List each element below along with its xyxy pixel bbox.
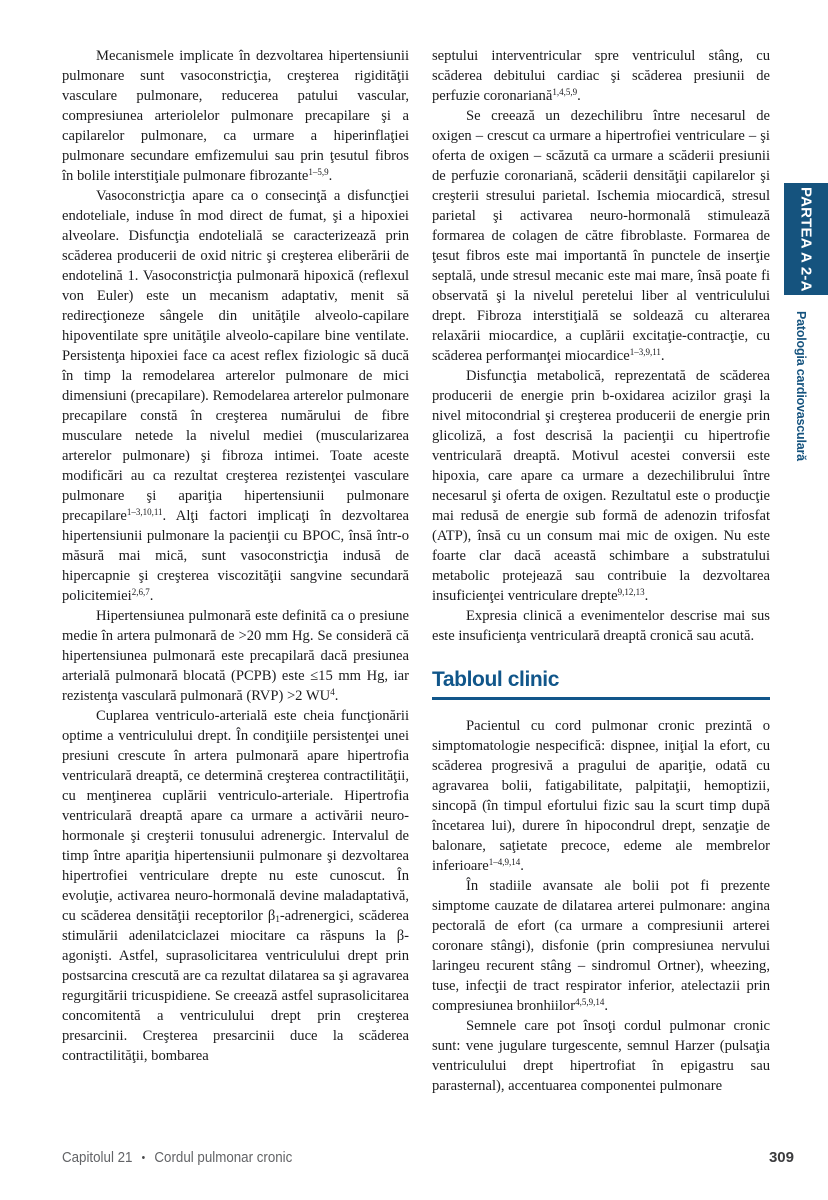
page-number: 309: [768, 1149, 794, 1166]
paragraph: Hipertensiunea pulmonară este definită ca o presiune medie în artera pulmonară de >20 mm Hg. Se consideră că hipertensiunea pulmonară este precapilară dacă presiunea arterială pulmonară blocată (PCPB) este ≤15 mm Hg, iar rezistenţa vasculară pulmonară (RVP) >2 $WU^4$.: [62, 608, 409, 704]
footer-left: [62, 1150, 292, 1166]
reference-superscript: 2,6,7: [131, 587, 150, 598]
section-side-label: [786, 303, 816, 468]
subscript: 1: [275, 914, 280, 925]
reference-superscript: 1–3,9,11: [629, 347, 661, 358]
paragraph: septului interventricular spre ventriculul stâng, cu scăderea debitului cardiac şi scăderea presiunii de perfuzie coronariană$^{1,4,5,9}$.: [432, 48, 770, 104]
paragraph: Se creează un dezechilibru între necesarul de oxigen – crescut ca urmare a hipertrofiei ventriculare – şi oferta de oxigen – scăzută ca urmare a scăderii presiunii de perfuzie coronariană, scăderii densităţii capilarelor şi creşterii stresului parietal. Ischemia miocardică, stresul parietal şi activarea neuro-hormonală stimulează formarea de colagen de către fibroblaste. Formarea de ţesut fibros este mai importantă în punctele de inserţie septală, unde stresul mecanic este mai mare, însă poate fi observată şi la nivelul peretelui liber al ventriculului drept. Fibroza interstiţială se soldează cu alterarea relaxării miocardice, a cuplării excitaţie-contracţie, cu scăderea performanţei miocardice$^{1-3,9,11}$.: [432, 108, 770, 364]
paragraph: Pacientul cu cord pulmonar cronic prezintă o simptomatologie nespecifică: dispnee, iniţial la efort, cu scăderea progresivă a pragului de apariţie, odată cu agravarea bolii, fatigabilitate, palpitaţii, hemoptizii, sincopă (în timpul efortului fizic sau la scurt timp după încetarea lui), durere în hipocondrul drept, senzaţie de balonare, saţietate precoce, edeme ale membrelor inferioare$^{1-4,9,14}$.: [432, 718, 770, 874]
reference-superscript: 1,4,5,9: [552, 87, 578, 98]
reference-superscript: 4: [330, 687, 335, 698]
paragraph: Mecanismele implicate în dezvoltarea hipertensiunii pulmonare sunt vasoconstricţia, creşterea rigidităţii vasculare pulmonare, reducerea patului vascular, compresiunea arteriolelor pulmonare precapilare şi a capilarelor pulmonare, ca urmare a hiperinflaţiei pulmonare secundare emfizemului sau prin ţesutul fibros în bolile interstiţiale pulmonare fibrozante$^{1-5,9}$.: [62, 48, 409, 184]
section-side-label-text: Patologia cardiovasculară: [794, 310, 808, 461]
reference-superscript: 4,5,9,14: [575, 997, 605, 1008]
paragraph: Cuplarea ventriculo-arterială este cheia funcţionării optime a ventriculului drept. În condiţiile persistenţei unei presiuni crescute în artera pulmonară apare hipertrofia ventriculară dreaptă, ce determină creşterea contractilităţii, cu menţinerea cuplării ventriculo-arteriale. Hipertrofia ventriculară dreaptă apare ca urmare a activării neuro-hormonale şi creşterii tonusului adrenergic. Intervalul de timp între apariţia hipertensiunii pulmonare şi dezvoltarea hipertrofiei ventriculare drepte nu este cunoscut. În evoluţie, activarea neuro-hormonală devine maladaptativă, cu scăderea densităţii receptorilor $\beta_1$-adrenergici, scăderea stimulării adenilatciclazei miocitare ca răspuns la β-agonişti. Astfel, suprasolicitarea ventriculului drept prin postsarcina crescută are ca rezultat dilatarea sa şi agravarea regurgitării tricuspidiene. Se creează astfel suprasolicitarea concomitentă a ventriculului drept prin creşterea presarcinii. Creşterea presarcinii duce la scăderea contractilităţii, bombarea: [62, 708, 409, 1064]
section-heading: Tabloul clinic: [432, 668, 560, 691]
footer-title: Cordul pulmonar cronic: [154, 1150, 293, 1166]
reference-superscript: 1–5,9: [308, 167, 329, 178]
reference-superscript: 1–3,10,11: [126, 507, 163, 518]
footer-chapter: Capitolul 21: [62, 1150, 133, 1166]
reference-superscript: 9,12,13: [617, 587, 645, 598]
text-column-right: [432, 46, 770, 1150]
paragraph: Expresia clinică a evenimentelor descrise mai sus este insuficienţa ventriculară dreaptă cronică sau acută.: [432, 608, 770, 644]
paragraph: În stadiile avansate ale bolii pot fi prezente simptome cauzate de dilatarea arterei pulmonare: angina pectorală de efort (ca urmare a compresiunii arterei coronare stângi), disfonie (prin compresiunea nervului laringeu recurent stâng – sindromul Ortner), wheezing, tuse, infecţii de tract respirator inferior, atelectazii prin compresiunea bronhiilor$^{4,5,9,14}$.: [432, 878, 770, 1014]
footer-bullet-icon: •: [141, 1152, 146, 1164]
part-tab-label: PARTEA A 2-A: [797, 186, 815, 292]
text-column-left: [62, 46, 409, 1150]
heading-rule: [432, 697, 770, 700]
paragraph: Disfuncţia metabolică, reprezentată de scăderea producerii de energie prin b-oxidarea acizilor graşi la nivel mitocondrial şi creşterea producerii de energie prin glicoliză, a fost descrisă la pacienţii cu hipertrofie ventriculară dreaptă. Motivul acestei conversii este hipoxia, care apare ca urmare a dezechilibrului între necesarul şi oferta de oxigen. Rezultatul este o producţie mai redusă de energie sub formă de adenozin trifosfat (ATP), însă cu un consum mai mic de oxigen. Nu este foarte clar dacă această schimbare a substratului metabolic protejează sau contribuie la dezvoltarea insuficienţei ventriculare drepte$^{9,12,13}$.: [432, 368, 770, 604]
paragraph: Vasoconstricţia apare ca o consecinţă a disfuncţiei endoteliale, induse în mod direct de fumat, şi a hipoxiei alveolare. Disfuncţia endotelială se caracterizează prin scăderea producerii de oxid nitric şi creşterea eliberării de endotelină 1. Vasoconstricţia pulmonară hipoxică (reflexul von Euler) este un mecanism adaptativ, menit să redirecţioneze sângele din unităţile alveolo-capilare hipoventilate spre unităţile alveolo-capilare bine ventilate. Persistenţa hipoxiei face ca acest reflex fiziologic să ducă în timp la remodelarea arterelor pulmonare de mici dimensiuni (precapilare). Remodelarea arterelor pulmonare precapilare constă în creşterea numărului de fibre musculare netede la nivelul mediei (muscularizarea arterelor pulmonare) şi fibroza intimei. Toate aceste modificări au ca rezultat creşterea rezistenţei vasculare pulmonare şi apariţia hipertensiunii pulmonare precapilare$^{1-3,10,11}$. Alţi factori implicaţi în dezvoltarea hipertensiunii pulmonare la pacienţii cu BPOC, însă într-o măsură mai mică, sunt vasoconstricţia indusă de hipercapnie şi creşterea viscozităţii sangvine secundară policitemiei$^{2,6,7}$.: [62, 188, 409, 604]
page-footer: [62, 1150, 770, 1166]
paragraph: Semnele care pot însoţi cordul pulmonar cronic sunt: vene jugulare turgescente, semnul Harzer (pulsaţia ventriculului drept hipertrofiat în epigastru sau parasternal), accentuarea componentei pulmonare: [432, 1018, 770, 1094]
reference-superscript: 1–4,9,14: [488, 857, 521, 868]
part-tab: [784, 183, 828, 295]
